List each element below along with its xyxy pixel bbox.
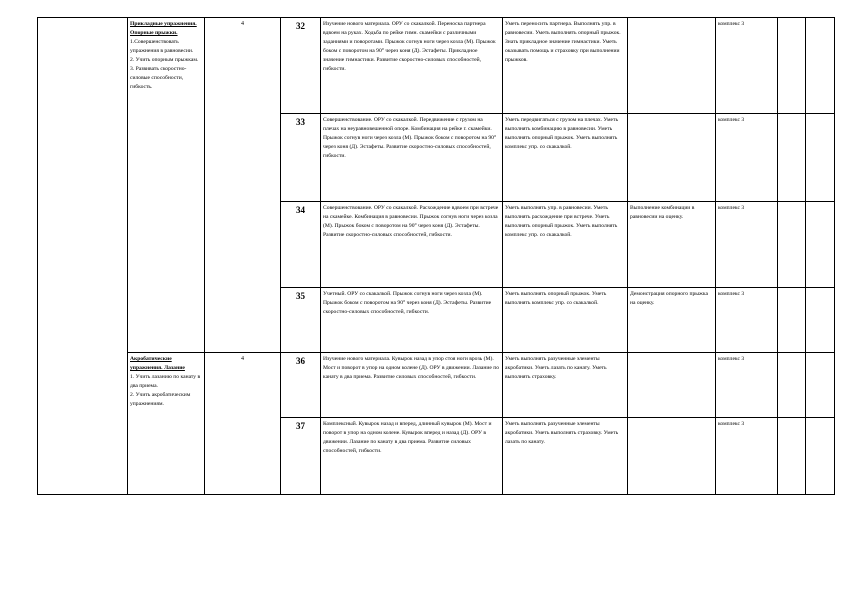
empty-cell — [806, 18, 835, 114]
lesson-skills: Уметь передвигаться с грузом на плечах. Уметь выполнять комбинацию в равновесии. Уметь выполнять опорный прыжок. Уметь выполнять комплекс упр. со скакалкой. — [503, 114, 628, 202]
lesson-homework: комплекс 3 — [716, 418, 778, 495]
table-row — [38, 18, 835, 114]
lesson-control: Демонстрация опорного прыжка на оценку. — [628, 288, 716, 353]
lesson-number: 33 — [281, 114, 321, 202]
lesson-control — [628, 418, 716, 495]
section-item: 3. Развивать скоростно-силовые способности, гибкость. — [130, 66, 187, 90]
lesson-content: Совершенствование. ОРУ со скакалкой. Передвижение с грузом на плечах на неуравновешенной опоре. Комбинация на рейке г. скамейки. Прыжок согнув ноги через козла (М). Прыжок боком с поворотом на 90° через коня (Д). Эстафеты. Развитие скоростно-силовых способностей, гибкости. — [321, 114, 503, 202]
lesson-number: 36 — [281, 353, 321, 418]
lesson-skills: Уметь выполнять разученные элементы акробатики. Уметь выполнять страховку. Уметь лазать по канату. — [503, 418, 628, 495]
section-title: Прикладные упражнения. Опорные прыжки. — [130, 21, 197, 36]
empty-cell — [778, 288, 806, 353]
lesson-content: Изучение нового материала. Кувырок назад в упор стоя ноги врозь (М). Мост и поворот в упор на одном колене (Д). ОРУ в движении. Лазание по канату в два приема. Развитие силовых способностей, гибкости. — [321, 353, 503, 418]
hours-cell: 4 — [205, 18, 281, 353]
lesson-content: Изучение нового материала. ОРУ со скакалкой. Переноска партнера вдвоем на руках. Ходьба по рейке гимн. скамейки с различными заданиями и поворотами. Прыжок согнув ноги через козла (М). Прыжок боком с поворотом на 90° через коня (Д). Эстафеты. Прикладное значение гимнастики. Развитие скоростно-силовых способностей, гибкости. — [321, 18, 503, 114]
lesson-skills: Уметь выполнять упр. в равновесии. Уметь выполнять расхождение при встрече. Уметь выполнять опорный прыжок. Уметь выполнять комплекс упр. со скакалкой. — [503, 202, 628, 288]
lesson-number: 35 — [281, 288, 321, 353]
lesson-skills: Уметь переносить партнера. Выполнять упр. в равновесии. Уметь выполнять опорный прыжок. Знать прикладное значение гимнастики. Уметь оказывать помощь и страховку при выполнении прыжков. — [503, 18, 628, 114]
empty-cell — [806, 353, 835, 418]
lesson-control: Выполнение комбинации в равновесии на оценку. — [628, 202, 716, 288]
lesson-number: 37 — [281, 418, 321, 495]
blank-column-cell — [38, 18, 128, 495]
empty-cell — [806, 418, 835, 495]
section-item: 1. Учить лазанию по канату в два приема. — [130, 374, 201, 389]
lesson-number: 34 — [281, 202, 321, 288]
lesson-homework: комплекс 3 — [716, 202, 778, 288]
lesson-content: Учетный. ОРУ со скакалкой. Прыжок согнув ноги через козла (М). Прыжок боком с поворотом на 90° через коня (Д). Эстафеты. Развитие скоростно-силовых способностей, гибкости. — [321, 288, 503, 353]
lesson-skills: Уметь выполнять разученные элементы акробатики. Уметь лазать по канату. Уметь выполнять страховку. — [503, 353, 628, 418]
empty-cell — [778, 114, 806, 202]
empty-cell — [778, 202, 806, 288]
empty-cell — [778, 353, 806, 418]
lesson-plan-table — [37, 17, 835, 495]
lesson-homework: комплекс 3 — [716, 353, 778, 418]
lesson-control — [628, 114, 716, 202]
lesson-content: Комплексный. Кувырок назад и вперед, длинный кувырок (М). Мост и поворот в упор на одном колене. Кувырок вперед и назад (Д). ОРУ в движении. Лазание по канату в два приема. Развитие силовых способностей, гибкости. — [321, 418, 503, 495]
lesson-content: Совершенствование. ОРУ со скакалкой. Расхождение вдвоем при встрече на скамейке. Комбинация в равновесии. Прыжок согнув ноги через козла (М). Прыжок боком с поворотом на 90° через коня (Д). Эстафеты. Развитие скоростно-силовых способностей, гибкости. — [321, 202, 503, 288]
lesson-skills: Уметь выполнять опорный прыжок. Уметь выполнять комплекс упр. со скакалкой. — [503, 288, 628, 353]
section-title: Акробатические упражнения. Лазание — [130, 356, 185, 371]
lesson-homework: комплекс 3 — [716, 114, 778, 202]
hours-cell: 4 — [205, 353, 281, 495]
empty-cell — [778, 18, 806, 114]
empty-cell — [806, 288, 835, 353]
table-row — [38, 353, 835, 418]
section-item: 2. Учить опорным прыжкам. — [130, 57, 199, 63]
lesson-control — [628, 18, 716, 114]
lesson-number: 32 — [281, 18, 321, 114]
empty-cell — [806, 114, 835, 202]
section-cell — [128, 353, 205, 495]
section-item: 2. Учить акробатическим упражнениям. — [130, 392, 191, 407]
empty-cell — [778, 418, 806, 495]
empty-cell — [806, 202, 835, 288]
lesson-control — [628, 353, 716, 418]
lesson-homework: комплекс 3 — [716, 18, 778, 114]
section-item: 1.Совершенствовать упражнения в равновесии. — [130, 39, 194, 54]
section-cell — [128, 18, 205, 353]
lesson-homework: комплекс 3 — [716, 288, 778, 353]
